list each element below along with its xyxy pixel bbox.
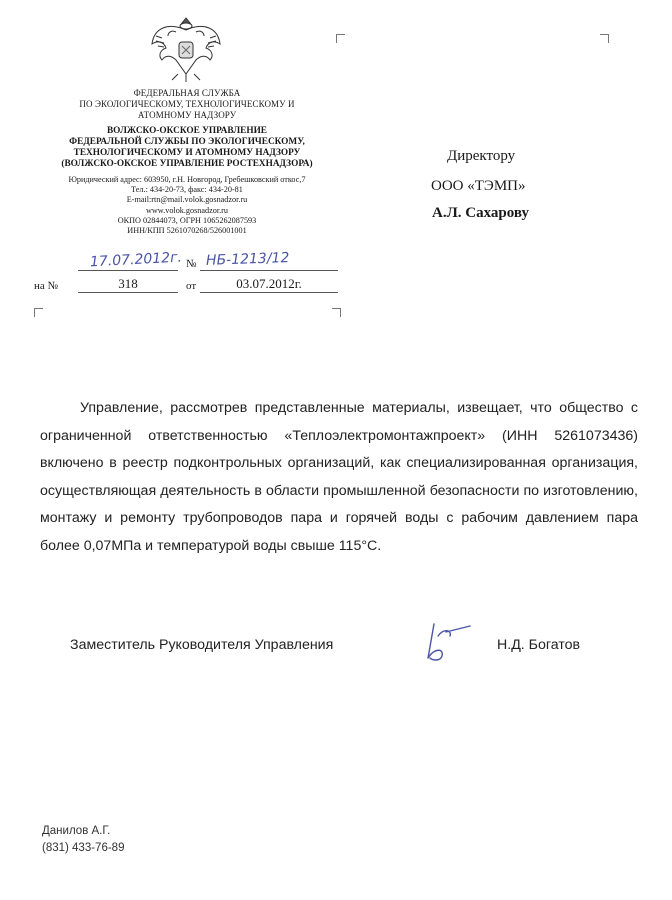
corner-mark	[34, 308, 43, 317]
coat-of-arms-emblem	[148, 14, 224, 84]
handwritten-signature	[420, 618, 472, 666]
corner-mark	[336, 34, 345, 43]
corner-mark	[332, 308, 341, 317]
department-name	[32, 126, 342, 170]
executor-name: Данилов А.Г.	[42, 825, 111, 837]
signatory-title: Заместитель Руководителя Управления	[70, 637, 334, 653]
number-label: №	[186, 258, 197, 270]
ref-date: 03.07.2012г.	[236, 276, 302, 291]
ref-date-underline	[200, 292, 338, 293]
department-line: ТЕХНОЛОГИЧЕСКОМУ И АТОМНОМУ НАДЗОРУ	[73, 148, 301, 158]
department-line: ФЕДЕРАЛЬНОЙ СЛУЖБЫ ПО ЭКОЛОГИЧЕСКОМУ,	[69, 137, 305, 147]
department-line: ВОЛЖСКО-ОКСКОЕ УПРАВЛЕНИЕ	[106, 126, 268, 136]
agency-line: АТОМНОМУ НАДЗОРУ	[137, 110, 237, 120]
addressee-company: ООО «ТЭМП»	[431, 178, 526, 194]
contact-line: www.volok.gosnadzor.ru	[145, 205, 228, 215]
contact-line: ИНН/КПП 5261070268/526001001	[127, 226, 247, 236]
handwritten-date: 17.07.2012г.	[89, 249, 183, 271]
date-underline	[78, 270, 178, 271]
executor-phone: (831) 433-76-89	[42, 842, 125, 854]
corner-mark	[600, 34, 609, 43]
addressee-position: Директору	[447, 148, 516, 164]
department-line: (ВОЛЖСКО-ОКСКОЕ УПРАВЛЕНИЕ РОСТЕХНАДЗОРА)	[61, 159, 313, 169]
from-label: от	[186, 280, 197, 292]
contact-line: Тел.: 434-20-73, факс: 434-20-81	[131, 185, 243, 195]
contact-line: E-mail:rtn@mail.volok.gosnadzor.ru	[126, 195, 248, 205]
contact-block	[32, 175, 342, 236]
agency-name	[32, 88, 342, 121]
number-underline	[200, 270, 338, 271]
contact-line: ОКПО 02844073, ОГРН 1065262087593	[117, 215, 257, 225]
agency-line: ФЕДЕРАЛЬНАЯ СЛУЖБА	[133, 88, 241, 98]
ref-number: 318	[118, 276, 138, 291]
agency-line: ПО ЭКОЛОГИЧЕСКОМУ, ТЕХНОЛОГИЧЕСКОМУ И	[79, 99, 295, 109]
contact-line: Юридический адрес: 603950, г.Н. Новгород, Гребешковский откос,7	[68, 175, 306, 184]
handwritten-number: НБ-1213/12	[205, 250, 290, 269]
ref-label: на №	[34, 280, 59, 292]
signatory-name: Н.Д. Богатов	[497, 637, 581, 653]
letter-body: Управление, рассмотрев представленные материалы, извещает, что общество с ограниченной ответственностью «Теплоэлектромонтажпроект» (ИНН 5261073436) включено в реестр подконтрольных организаций, как специализированная организация, осуществляющая деятельность в области промышленной безопасности по изготовлению, монтажу и ремонту трубопроводов пара и горячей воды с рабочим давлением пара более 0,07МПа и температурой воды свыше 115°С.	[40, 400, 638, 554]
addressee-name: А.Л. Сахарову	[432, 205, 529, 221]
ref-number-underline	[78, 292, 178, 293]
